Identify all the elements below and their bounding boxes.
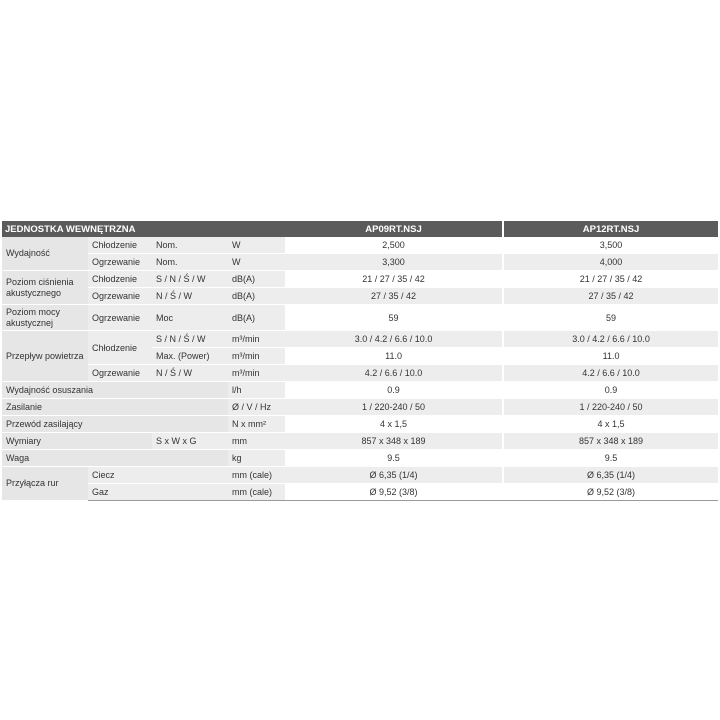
value-model-1: 11.0 — [285, 348, 502, 365]
value-model-1: 9.5 — [285, 450, 502, 467]
table-row — [2, 254, 718, 271]
value-model-2: 1 / 220-240 / 50 — [504, 399, 718, 416]
table-row — [2, 433, 718, 450]
subcategory-cell: Chłodzenie — [88, 237, 152, 254]
table-row — [2, 237, 718, 254]
table-title: JEDNOSTKA WEWNĘTRZNA — [2, 221, 285, 237]
value-model-1: 4 x 1,5 — [285, 416, 502, 433]
subcategory-cell: Ogrzewanie — [88, 254, 152, 271]
category-cell: Waga — [2, 450, 228, 467]
model-1-header: AP09RT.NSJ — [285, 221, 502, 237]
value-model-2: 4 x 1,5 — [504, 416, 718, 433]
unit-cell: m³/min — [228, 348, 285, 365]
subcategory-cell: Chłodzenie — [88, 271, 152, 288]
value-model-2: 11.0 — [504, 348, 718, 365]
value-model-1: 3.0 / 4.2 / 6.6 / 10.0 — [285, 331, 502, 348]
subcategory-cell: Gaz — [88, 484, 228, 501]
parameter-cell: Nom. — [152, 237, 228, 254]
unit-cell: dB(A) — [228, 305, 285, 331]
unit-cell: W — [228, 254, 285, 271]
subcategory-cell: Ciecz — [88, 467, 228, 484]
value-model-2: 3,500 — [504, 237, 718, 254]
table-row — [2, 288, 718, 305]
subcategory-cell: Chłodzenie — [88, 331, 152, 365]
value-model-1: 0.9 — [285, 382, 502, 399]
value-model-2: 27 / 35 / 42 — [504, 288, 718, 305]
table-row — [2, 331, 718, 348]
unit-cell: m³/min — [228, 331, 285, 348]
category-cell: Wydajność — [2, 237, 88, 271]
table-row — [2, 305, 718, 331]
unit-cell: W — [228, 237, 285, 254]
table-row — [2, 271, 718, 288]
value-model-2: 9.5 — [504, 450, 718, 467]
parameter-cell: Moc — [152, 305, 228, 331]
unit-cell: kg — [228, 450, 285, 467]
unit-cell: dB(A) — [228, 271, 285, 288]
parameter-cell: N / Ś / W — [152, 288, 228, 305]
table-row — [2, 484, 718, 501]
parameter-cell: S / N / Ś / W — [152, 331, 228, 348]
category-cell: Przepływ powietrza — [2, 331, 88, 382]
unit-cell: mm — [228, 433, 285, 450]
parameter-cell: S / N / Ś / W — [152, 271, 228, 288]
parameter-cell: Nom. — [152, 254, 228, 271]
unit-cell: m³/min — [228, 365, 285, 382]
category-cell: Wydajność osuszania — [2, 382, 228, 399]
value-model-2: 857 x 348 x 189 — [504, 433, 718, 450]
value-model-1: Ø 6,35 (1/4) — [285, 467, 502, 484]
unit-cell: Ø / V / Hz — [228, 399, 285, 416]
value-model-1: Ø 9,52 (3/8) — [285, 484, 502, 501]
category-cell: Zasilanie — [2, 399, 228, 416]
category-cell: Poziom ciśnienia akustycznego — [2, 271, 88, 305]
table-row — [2, 382, 718, 399]
value-model-1: 27 / 35 / 42 — [285, 288, 502, 305]
value-model-2: Ø 9,52 (3/8) — [504, 484, 718, 501]
value-model-2: Ø 6,35 (1/4) — [504, 467, 718, 484]
value-model-1: 2,500 — [285, 237, 502, 254]
table-row — [2, 365, 718, 382]
value-model-2: 3.0 / 4.2 / 6.6 / 10.0 — [504, 331, 718, 348]
category-cell: Wymiary — [2, 433, 152, 450]
value-model-2: 4,000 — [504, 254, 718, 271]
value-model-1: 1 / 220-240 / 50 — [285, 399, 502, 416]
unit-cell: N x mm² — [228, 416, 285, 433]
category-cell: Poziom mocy akustycznej — [2, 305, 88, 331]
subcategory-cell: Ogrzewanie — [88, 365, 152, 382]
table-header — [2, 221, 718, 237]
table-row — [2, 450, 718, 467]
category-cell: Przewód zasilający — [2, 416, 228, 433]
model-2-header: AP12RT.NSJ — [504, 221, 718, 237]
subcategory-cell: Ogrzewanie — [88, 288, 152, 305]
value-model-2: 59 — [504, 305, 718, 331]
value-model-1: 3,300 — [285, 254, 502, 271]
parameter-cell: N / Ś / W — [152, 365, 228, 382]
category-cell: Przyłącza rur — [2, 467, 88, 501]
value-model-2: 21 / 27 / 35 / 42 — [504, 271, 718, 288]
table-row — [2, 399, 718, 416]
value-model-1: 857 x 348 x 189 — [285, 433, 502, 450]
value-model-2: 4.2 / 6.6 / 10.0 — [504, 365, 718, 382]
value-model-1: 4.2 / 6.6 / 10.0 — [285, 365, 502, 382]
table-row — [2, 416, 718, 433]
unit-cell: dB(A) — [228, 288, 285, 305]
table-row — [2, 467, 718, 484]
spec-table — [2, 221, 718, 501]
value-model-1: 59 — [285, 305, 502, 331]
unit-cell: mm (cale) — [228, 484, 285, 501]
parameter-cell: Max. (Power) — [152, 348, 228, 365]
subcategory-cell: Ogrzewanie — [88, 305, 152, 331]
value-model-2: 0.9 — [504, 382, 718, 399]
value-model-1: 21 / 27 / 35 / 42 — [285, 271, 502, 288]
unit-cell: mm (cale) — [228, 467, 285, 484]
parameter-cell: S x W x G — [152, 433, 228, 450]
unit-cell: l/h — [228, 382, 285, 399]
